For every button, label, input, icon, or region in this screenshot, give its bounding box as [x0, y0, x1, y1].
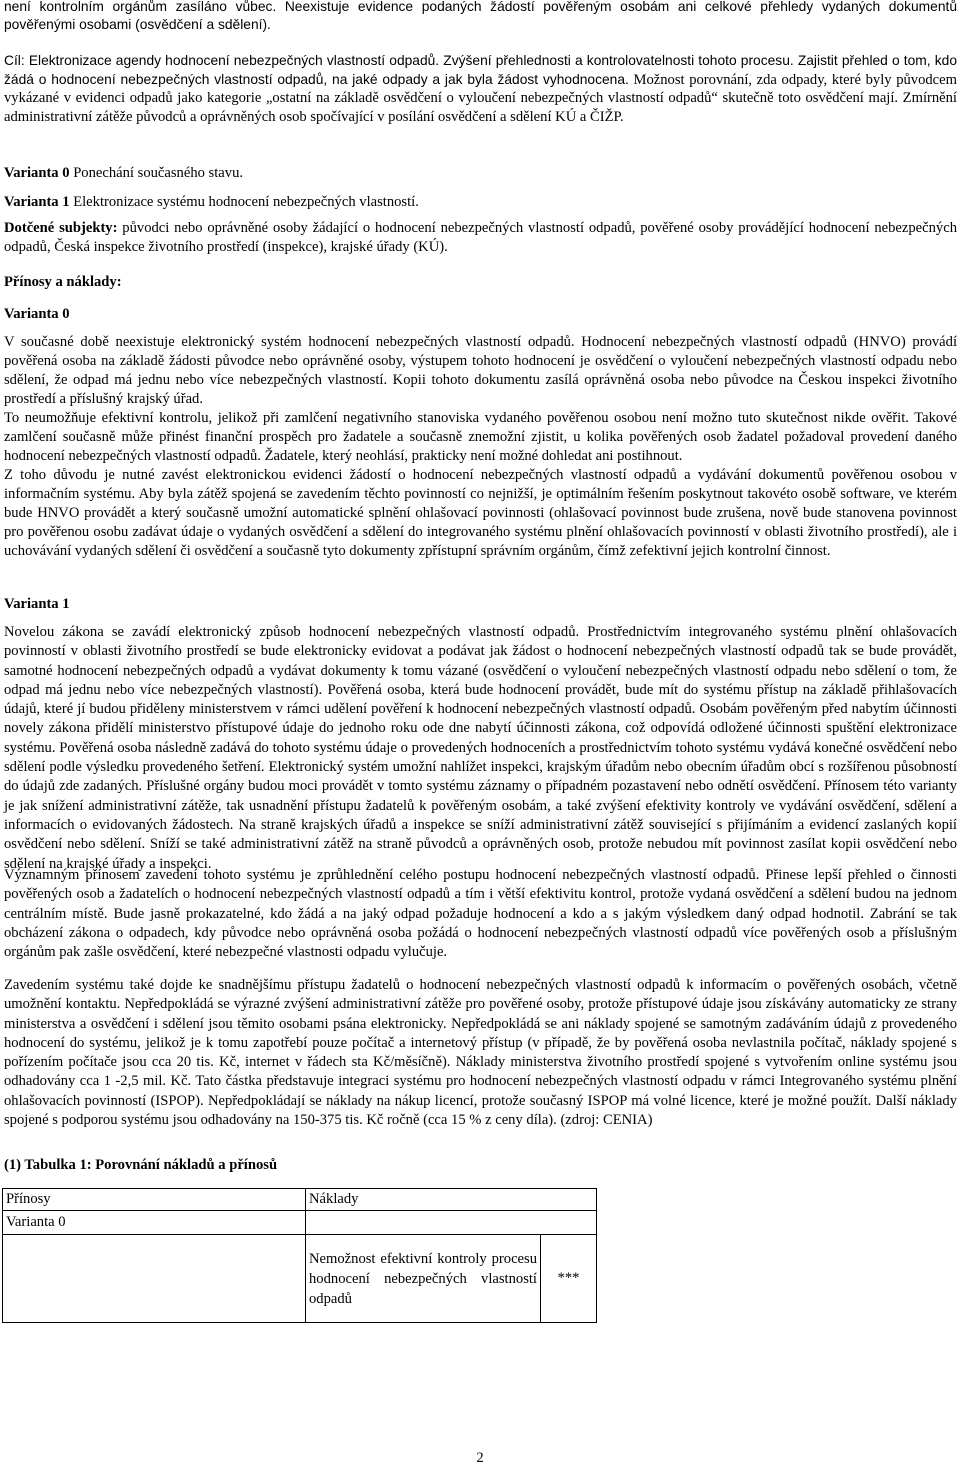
variant0-paragraph-3: Z toho důvodu je nutné zavést elektronickou evidenci žádostí o hodnocení nebezpečných vlastností odpadů a vydávání dokumentů pověřenou osobou v informačním systému. Aby byla zátěž spojená se zavedením těchto povinností co nejnižší, je optimálním řešením poskytnout takovéto osobě software, ve kterém bude HNVO provádět a který současně umožní automatické splnění ohlašovací povinnosti (ohlašovací povinnost bude zrušena, nově bude stanovena povinnost pro pověřenou osobu zadávat údaje o vydaných osvědčení a sdělení do integrovaného systému plnění ohlašovacích povinností v oblasti životního prostředí), ale i uchovávání vydaných sdělení či osvědčení a současně tyto dokumenty zpřístupní správním orgánům, čímž zefektivní jejich kontrolní činnost. — [4, 467, 957, 560]
variant1-summary-label: Varianta 1 — [4, 194, 70, 210]
table-caption: (1) Tabulka 1: Porovnání nákladů a přínosů — [4, 1157, 278, 1173]
subjects-text: původci nebo oprávněné osoby žádající o hodnocení nebezpečných vlastností odpadů, pověřené osoby provádějící hodnocení nebezpečných odpadů, Česká inspekce životního prostředí (inspekce), krajské úřady (KÚ). — [4, 220, 958, 255]
goal-label: Cíl: — [4, 53, 25, 68]
table-cost-cell: Nemožnost efektivní kontroly procesu hodnocení nebezpečných vlastností odpadů — [306, 1235, 541, 1323]
variant1-summary-text: Elektronizace systému hodnocení nebezpečných vlastností. — [69, 194, 419, 210]
page-number: 2 — [476, 1450, 484, 1466]
variant0-summary-label: Varianta 0 — [4, 165, 70, 181]
table-row-variant0-label — [3, 1211, 597, 1235]
comparison-table — [2, 1188, 597, 1323]
table-header-benefits: Přínosy — [3, 1189, 306, 1211]
table-benefits-cell — [3, 1235, 306, 1323]
table-header-row — [3, 1189, 597, 1211]
subjects-label: Dotčené subjekty: — [4, 220, 118, 236]
benefits-heading: Přínosy a náklady: — [4, 274, 122, 290]
goal-text-plain: Elektronizace agendy hodnocení nebezpečných vlastností odpadů. Zvýšení přehlednosti a kontrolovatelnosti tohoto procesu. Zajistit přehled o tom, kdo žádá o hodnocení nebezpečných vlastností odpadů, na jaké odpady a jak byla žádost vyhodnocena. — [4, 53, 957, 87]
variant1-paragraph-1: Novelou zákona se zavádí elektronický způsob hodnocení nebezpečných vlastností odpadů. Prostřednictvím integrovaného systému plnění ohlašovacích povinností v oblasti životního prostředí se bude elektronicky evidovat a podávat jak žádost o hodnocení nebezpečných vlastností odpadů tak se bude provádět, samotné hodnocení nebezpečných odpadů a vydávat dokumenty k tomu vázané (osvědčení o vyloučení nebezpečných vlastností odpadu nebo sdělení o tom, že odpad má jednu nebo více nebezpečných vlastností). Pověřená osoba, která bude hodnocení provádět, bude mít do systému přístup na základě přihlašovacích údajů, které jí budou přiděleny ministerstvem v rámci udělení pověření k hodnocení nebezpečných vlastností odpadů. Osobám pověřeným před nabytím účinnosti novely zákona přidělí ministerstvo přístupové údaje do jednoho roku ode dne nabytí účinnosti zákona, což odpovídá odložené účinnosti spuštění elektronizace systému. Pověřená osoba následně zadává do tohoto systému údaje o provedených hodnoceních a prostřednictvím tohoto systému vydává konečné osvědčení nebo sdělení podle výsledku provedeného šetření. Elektronický systém umožní nahlížet inspekci, krajským úřadům nebo obecním úřadům obcí s rozšířenou působností do údajů zde zadaných. Příslušné orgány budou moci provádět v tomto systému záznamy o případném pozastavení nebo odnětí osvědčení. Přínosem této varianty je jak snížení administrativní zátěže, tak usnadnění přístupu žadatelů k pověřeným osobám, a také zvýšení efektivity kontroly ve vydávání osvědčení, sdělení a informacích o evidovaných žádostech. Na straně krajských úřadů a inspekce se sníží administrativní zátěž související s přijímáním a evidencí zaslaných kopií osvědčení nebo sdělení. Sníží se také administrativní zátěž na straně původců a oprávněných osob, protože nebudou mít povinnost zasílat kopii osvědčení nebo sdělení na krajské úřady a inspekci. — [4, 624, 957, 872]
variant0-paragraph-1: V současné době neexistuje elektronický systém hodnocení nebezpečných vlastností odpadů. Hodnocení nebezpečných vlastností odpadů (HNVO) provádí pověřená osoba na základě žádosti původce nebo oprávněné osoby, výstupem tohoto hodnocení je osvědčení o vyloučení nebezpečných vlastností odpadu nebo sdělení, že odpad má jednu nebo více nebezpečných vlastností. Kopii tohoto dokumentu zasílá oprávněná osoba nebo původce na Českou inspekci životního prostředí a příslušný krajský úřad. — [4, 334, 957, 408]
variant1-heading: Varianta 1 — [4, 596, 70, 612]
variant0-paragraph-2: To neumožňuje efektivní kontrolu, jelikož při zamlčení negativního stanoviska vydaného pověřenou osobou není možno tuto skutečnost nikde ověřit. Takové zamlčení současně může přinést finanční prospěch pro žadatele a současně znemožní zjistit, u kolika pověřených osob žadatel požadoval provedení daného hodnocení nebezpečných vlastností odpadů. Žadatele, který neohlásí, prakticky není možné dohledat ani postihnout. — [4, 410, 957, 465]
goal-paragraph — [4, 52, 957, 126]
variant1-paragraph-3: Zavedením systému také dojde ke snadnějšímu přístupu žadatelů o hodnocení nebezpečných vlastností odpadů k informacím o pověřených osobách, včetně umožnění kontaktu. Nepředpokládá se výrazné zvýšení administrativní zátěže pro pověřené osoby, protože přístupové údaje jsou získávány automaticky ze strany ministerstva a osvědčení i sdělení jsou těmito osobami psána elektronicky. Nepředpokládá se ani náklady spojené se samotným zadáváním údajů z provedeného hodnocení do systému, jelikož je k tomu zapotřebí pouze počítač a internetový přístup (v případě, že by pověřená osoba nevlastnila počítač, náklady spojené s pořízením počítače jsou cca 20 tis. Kč, internet v řádech sta Kč/měsíčně). Náklady ministerstva životního prostředí spojené s vytvořením online systému jsou odhadovány cca 1 -2,5 mil. Kč. Tato částka představuje integraci systému pro hodnocení nebezpečných vlastností odpadu v rámci Integrovaného systému plnění ohlašovacích povinností (ISPOP). Nepředpokládají se náklady na nákup licencí, protože současný ISPOP má volné licence, které je možné použít. Další náklady spojené s podporou systému jsou odhadovány na 150-375 tis. Kč ročně (cca 15 % z ceny díla). (zdroj: CENIA) — [4, 977, 957, 1129]
table-empty-cell — [306, 1211, 597, 1235]
table-row-variant0 — [3, 1235, 597, 1323]
variant1-paragraph-2: Významným přínosem zavedení tohoto systému je zprůhlednění celého postupu hodnocení nebezpečných vlastností odpadů. Přinese lepší přehled o činnosti pověřených osob a žadatelích o hodnocení nebezpečných vlastností odpadů a tím i větší efektivitu kontrol, protože vydaná osvědčení a sdělení budou na jednom centrálním místě. Bude jasně prokazatelné, kdo žádá a na jaký odpad požaduje hodnocení a kdo a s jakým výsledkem daný odpad hodnotil. Zabrání se tak obcházení zákona o odpadech, kdy původce nebo oprávněná osoba požádá o hodnocení nebezpečných vlastností odpadů více pověřených osob a příslušným orgánům pak zašle osvědčení, které nebezpečné vlastnosti odpadu vylučuje. — [4, 867, 957, 961]
subjects-paragraph — [4, 219, 957, 257]
variant0-summary-text: Ponechání současného stavu. — [69, 165, 244, 181]
variant1-summary — [4, 193, 957, 211]
variant0-heading: Varianta 0 — [4, 306, 70, 322]
table-header-costs: Náklady — [306, 1189, 597, 1211]
goal-text-serif: Možnost porovnání, zda odpady, které byly původcem vykázané v evidenci odpadů jako kategorie „ostatní na základě osvědčení o vyloučení nebezpečných vlastností odpadů“ skutečně toto osvědčení mají. Zmírnění administrativní zátěže původců a oprávněných osob spočívající v posílání osvědčení a sdělení KÚ a ČIŽP. — [4, 71, 957, 125]
intro-paragraph: není kontrolním orgánům zasíláno vůbec. Neexistuje evidence podaných žádostí pověřeným osobám ani celkové přehledy vydaných dokumentů pověřenými osobami (osvědčení a sdělení). — [4, 0, 957, 32]
variant0-summary — [4, 164, 957, 182]
table-variant0-label: Varianta 0 — [3, 1211, 306, 1235]
table-rating-cell: *** — [541, 1235, 597, 1323]
